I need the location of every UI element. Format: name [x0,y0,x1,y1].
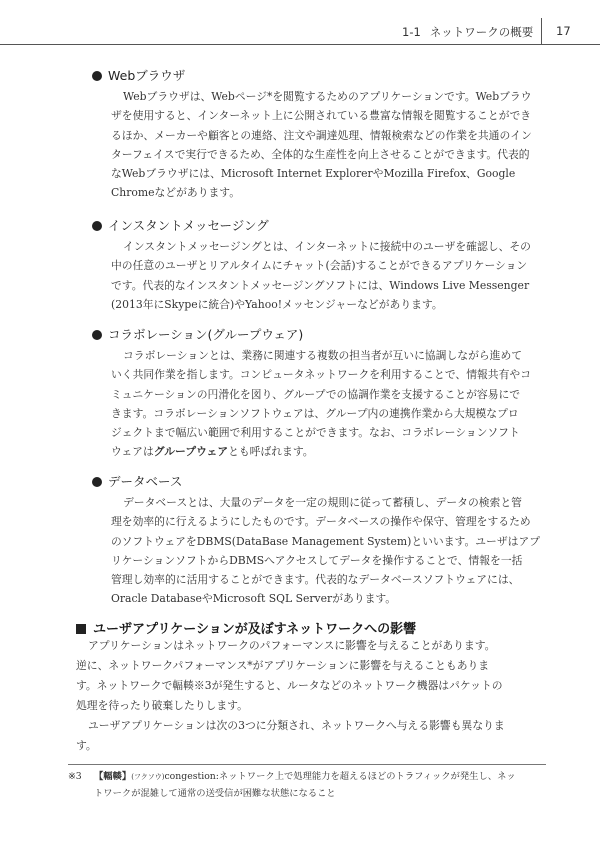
text-line: (2013年にSkypeに統合)やYahoo!メッセンジャーなどがあります。 [111,297,443,311]
main-section-heading: ユーザアプリケーションが及ぼすネットワークへの影響 [76,618,416,637]
text-line: ユーザアプリケーションは次の3つに分類され、ネットワークへ与える影響も異なりま [88,719,505,732]
section-body [111,346,546,462]
running-header [402,24,533,40]
text-line: きます。コラボレーションソフトウェアは、グループ内の連携作業から大規模なプロ [111,406,519,420]
footnote-reading: (フクソウ) [131,773,165,781]
text-line: 中の任意のユーザとリアルタイムにチャット(会話)することができるアプリケーション [111,259,528,273]
text-line: ターフェイスで実行できるため、全体的な生産性を向上させることができます。代表的 [111,147,530,161]
section-heading: データベース [92,472,182,490]
text-line: コラボレーションとは、業務に関連する複数の担当者が互いに協調しながら進めて [123,349,523,362]
bullet-icon [92,477,102,487]
text-line: Webブラウザは、Webページ*を閲覧するためのアプリケーションです。Webブラウ [123,90,532,103]
section-heading: Webブラウザ [92,66,185,84]
keyword-groupware: グループウェア [153,445,229,459]
bullet-icon [92,221,102,231]
text-line: ザを使用すると、インターネット上に公開されている豊富な情報を閲覧することができ [111,109,532,123]
text-line: です。代表的なインスタントメッセージングソフトには、Windows Live Messenger [111,278,530,292]
text-line: るほか、メーカーや顧客との連絡、注文や調達処理、情報検索などの作業を共通のイン [111,128,532,142]
text-line: Chromeなどがあります。 [111,186,241,200]
footnote-rule [68,764,546,765]
section-title: ネットワークの概要 [429,25,534,39]
bullet-icon [92,71,102,81]
section-body [111,493,546,609]
footnote-line: トワークが混雑して通常の送受信が困難な状態になること [94,787,336,799]
page-header [0,0,600,50]
footnote-mark: ※3 [68,771,82,782]
text-line: 逆に、ネットワークパフォーマンス*がアプリケーションに影響を与えることもありま [76,659,490,672]
section-heading: コラボレーション(グループウェア) [92,325,303,343]
text-line: ミュニケーションの円滑化を図り、グループでの協調作業を支援することが容易にで [111,387,521,401]
main-section-body [76,636,546,756]
text-line: アプリケーションはネットワークのパフォーマンスに影響を与えることがあります。 [88,639,496,652]
text-line: なWebブラウザには、Microsoft Internet ExplorerやMozilla Firefox、Google [111,167,516,181]
text-line: す。ネットワークで輻輳※3が発生すると、ルータなどのネットワーク機器はパケットの [76,679,503,692]
text-line: Oracle DatabaseやMicrosoft SQL Serverがあります。 [111,592,397,606]
section-body [111,237,546,314]
section-number: 1-1 [402,25,421,39]
footnote-line: ※3 【輻輳】(フクソウ)congestion:ネットワーク上で処理能力を超えるほどのトラフィックが発生し、ネッ [68,769,548,786]
text-line: データベースとは、大量のデータを一定の規則に従って蓄積し、データの検索と管 [123,496,522,509]
text-line: ウェアはグループウェアとも呼ばれます。 [111,445,314,459]
footnote-term: 【輻輳】 [94,771,132,782]
text-line: いく共同作業を指します。コンピュータネットワークを利用することで、情報共有やコ [111,368,531,382]
bullet-icon [92,330,102,340]
text-line: す。 [76,739,97,752]
footnote [68,769,548,801]
section-heading: インスタントメッセージング [92,216,269,234]
text-line: 理を効率的に行えるようにしたものです。データベースの操作や保守、管理をするため [111,515,531,529]
text-line: 管理し効率的に活用することができます。代表的なデータベースソフトウェアには、 [111,573,520,587]
text-line: リケーションソフトからDBMSへアクセスしてデータを操作することで、情報を一括 [111,553,523,567]
section-body [111,87,546,203]
text-line: ジェクトまで幅広い範囲で利用することができます。なお、コラボレーションソフト [111,426,520,440]
text-line: インスタントメッセージングとは、インターネットに接続中のユーザを確認し、その [123,240,531,253]
page-number: 17 [556,24,571,38]
text-line: のソフトウェアをDBMS(DataBase Management System)といいます。ユーザはアプ [111,534,541,548]
text-line: 処理を待ったり破棄したりします。 [76,699,248,712]
square-bullet-icon [76,624,86,634]
header-rule [0,44,600,45]
header-divider [541,18,542,44]
